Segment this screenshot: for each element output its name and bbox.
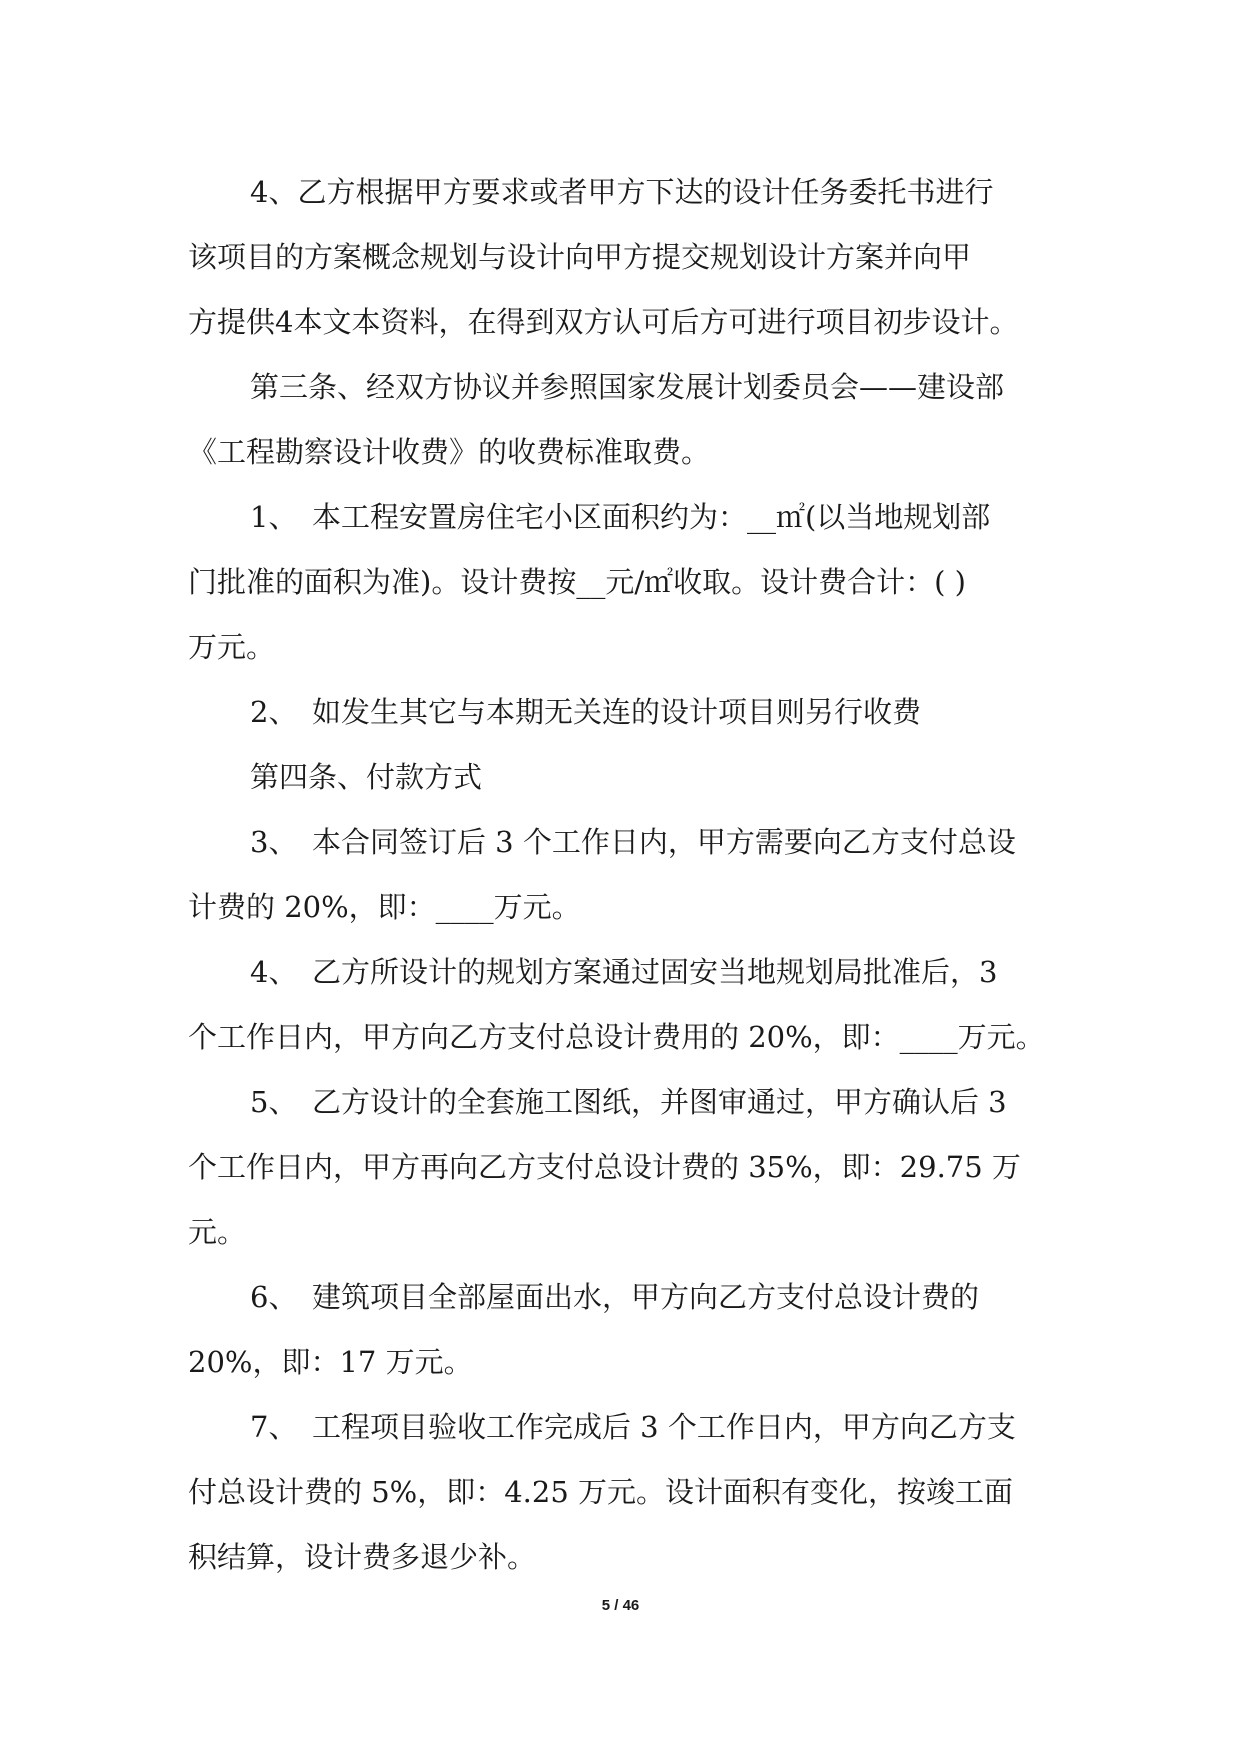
article-3-line-2: 《工程勘察设计收费》的收费标准取费。 [188, 435, 711, 469]
payment-3-line-2: 计费的 20%，即：____万元。 [188, 890, 581, 924]
payment-7-line-2: 付总设计费的 5%，即：4.25 万元。设计面积有变化，按竣工面 [188, 1475, 1014, 1509]
payment-7-line-1: 7、 工程项目验收工作完成后 3 个工作日内，甲方向乙方支 [250, 1410, 1016, 1444]
payment-4-line-2: 个工作日内，甲方向乙方支付总设计费用的 20%，即：____万元。 [188, 1020, 1045, 1054]
paragraph-4-line-2: 该项目的方案概念规划与设计向甲方提交规划设计方案并向甲 [188, 240, 972, 274]
item-1-line-2: 门批准的面积为准)。设计费按__元/㎡收取。设计费合计：( ) [188, 565, 966, 599]
paragraph-4-line-1: 4、乙方根据甲方要求或者甲方下达的设计任务委托书进行 [250, 175, 994, 209]
paragraph-4-line-3: 方提供4本文本资料，在得到双方认可后方可进行项目初步设计。 [188, 305, 1019, 339]
document-body [188, 160, 1053, 1590]
payment-6-line-1: 6、 建筑项目全部屋面出水，甲方向乙方支付总设计费的 [250, 1280, 979, 1314]
payment-3-line-1: 3、 本合同签订后 3 个工作日内，甲方需要向乙方支付总设 [250, 825, 1016, 859]
article-3-line-1: 第三条、经双方协议并参照国家发展计划委员会——建设部 [250, 370, 1005, 404]
article-4-heading: 第四条、付款方式 [250, 760, 483, 794]
item-1-line-3: 万元。 [188, 630, 276, 664]
payment-5-line-2: 个工作日内，甲方再向乙方支付总设计费的 35%，即：29.75 万 [188, 1150, 1021, 1184]
payment-7-line-3: 积结算，设计费多退少补。 [188, 1540, 537, 1574]
payment-4-line-1: 4、 乙方所设计的规划方案通过固安当地规划局批准后，3 [250, 955, 998, 989]
payment-5-line-1: 5、 乙方设计的全套施工图纸，并图审通过，甲方确认后 3 [250, 1085, 1007, 1119]
item-1-line-1: 1、 本工程安置房住宅小区面积约为：__㎡(以当地规划部 [250, 500, 991, 534]
payment-5-line-3: 元。 [188, 1215, 247, 1249]
item-2-line-1: 2、 如发生其它与本期无关连的设计项目则另行收费 [250, 695, 921, 729]
payment-6-line-2: 20%，即：17 万元。 [188, 1345, 473, 1379]
page-number: 5 / 46 [601, 1597, 640, 1614]
